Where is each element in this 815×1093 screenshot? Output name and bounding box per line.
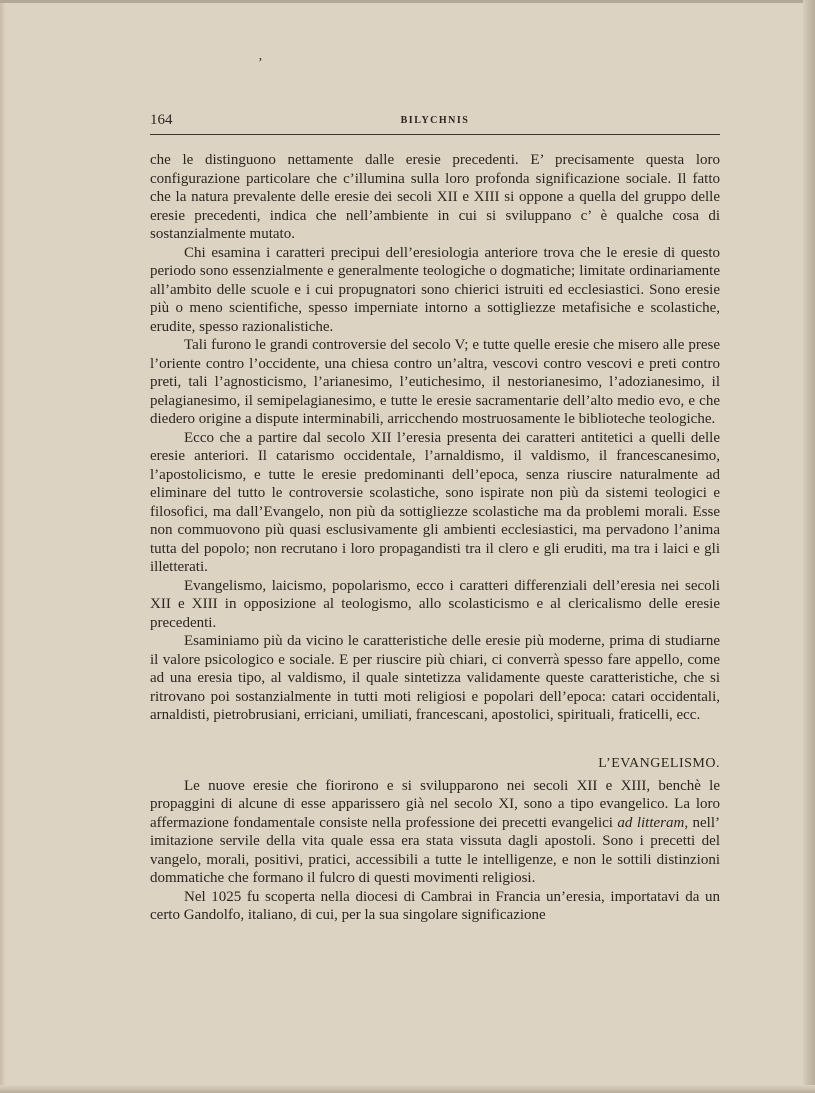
section-heading: L’EVANGELISMO. [598, 755, 720, 771]
body-text [150, 151, 720, 925]
paragraph: Tali furono le grandi controversie del secolo V; e tutte quelle eresie che misero alle prese l’oriente contro l’occidente, una chiesa contro un’altra, vescovi contro vescovi e preti contro preti, tali l’agnosticismo, l’arianesimo, l’eutichesimo, il nestorianesimo, l’adozianesimo, il pelagianesimo, il semipelagianesimo, e tutte le eresie sacramentarie dell’alto medio evo, e che diedero origine a dispute interminabili, arricchendo mostruosamente le biblioteche teologiche. [150, 337, 720, 427]
paragraph-text: Le nuove eresie che fiorirono e si svilupparono nei secoli XII e XIII, benchè le propaggini di alcune di esse apparissero già nel secolo XI, sono a tipo evangelico. La loro affermazione fondamentale consiste nella professione dei precetti evangelici [150, 777, 720, 831]
paragraph: Ecco che a partire dal secolo XII l’eresia presenta dei caratteri antitetici a quelli delle eresie anteriori. Il catarismo occidentale, l’arnaldismo, il valdismo, il francescanesimo, l’apostolicismo, e tutte le eresie predominanti dell’epoca, senza riuscire naturalmente ad eliminare del tutto le controversie scolastiche, sono ispirate non più da sistemi teologici e filosofici, ma dall’Evangelo, non più da sottigliezze scolastiche ma da problemi morali. Esse non commuovono più quasi esclusivamente gli ambienti ecclesiastici, ma pervadono l’anima tutta del popolo; non recrutano i loro propagandisti tra il clero e gli eruditi, ma tra i laici e gli illetterati. [150, 429, 720, 575]
paragraph: Nel 1025 fu scoperta nella diocesi di Cambrai in Francia un’eresia, importatavi da un certo Gandolfo, italiano, di cui, per la sua singolare significazione [150, 888, 720, 923]
page-left-edge [0, 0, 6, 1093]
journal-title: BILYCHNIS [400, 115, 470, 126]
stray-ink-mark: ’ [258, 56, 263, 71]
page-right-edge [803, 0, 815, 1093]
page-bottom-edge [0, 1085, 815, 1093]
italic-phrase: ad litteram, [617, 814, 689, 831]
paragraph: Evangelismo, laicismo, popolarismo, ecco i caratteri differenziali dell’eresia nei secoli XII e XIII in opposizione al teologismo, allo scolasticismo e al clericalismo delle eresie precedenti. [150, 577, 720, 631]
paragraph [150, 777, 720, 888]
page-top-edge [0, 0, 815, 3]
paragraph: Esaminiamo più da vicino le caratteristiche delle eresie più moderne, prima di studiarne il valore psicologico e sociale. E per riuscire più chiari, ci converrà spesso fare appello, come ad una eresia tipo, al valdismo, il quale sintetizza validamente queste caratteristiche, che si ritrovano poi sostanzialmente in tutti moti religiosi e popolari dell’epoca: catari occidentali, arnaldisti, pietrobrusiani, erriciani, umiliati, francescani, apostolici, spirituali, fraticelli, ecc. [150, 633, 720, 723]
paragraph-text: nell’ imitazione servile della vita quale essa era stata vissuta dagli apostoli. Sono i precetti del vangelo, morali, positivi, pratici, accessibili a tutte le intelligenze, e non le sottili distinzioni dommatiche che formano il fulcro di questi movimenti religiosi. [150, 814, 720, 886]
paragraph: che le distinguono nettamente dalle eresie precedenti. E’ precisamente questa loro configurazione particolare che c’illumina sulla loro profonda significazione sociale. Il fatto che la natura prevalente delle eresie dei secoli XII e XIII si oppone a quella del gruppo delle eresie precedenti, indica che nell’ambiente in cui si sviluppano c’ è qualche cosa di sostanzialmente mutato. [150, 152, 720, 242]
paragraph: Chi esamina i caratteri precipui dell’eresiologia anteriore trova che le eresie di questo periodo sono essenzialmente e generalmente teologiche o dogmatiche; limitate ordinariamente all’ambito delle scuole e i cui propugnatori sono chierici istruiti ed ecclesiastici. Sono eresie più o meno scientifiche, spesso imperniate intorno a sottigliezze metafisiche e scolastiche, erudite, spesso razionalistiche. [150, 244, 720, 335]
page-number: 164 [150, 112, 173, 128]
running-head [150, 112, 720, 135]
